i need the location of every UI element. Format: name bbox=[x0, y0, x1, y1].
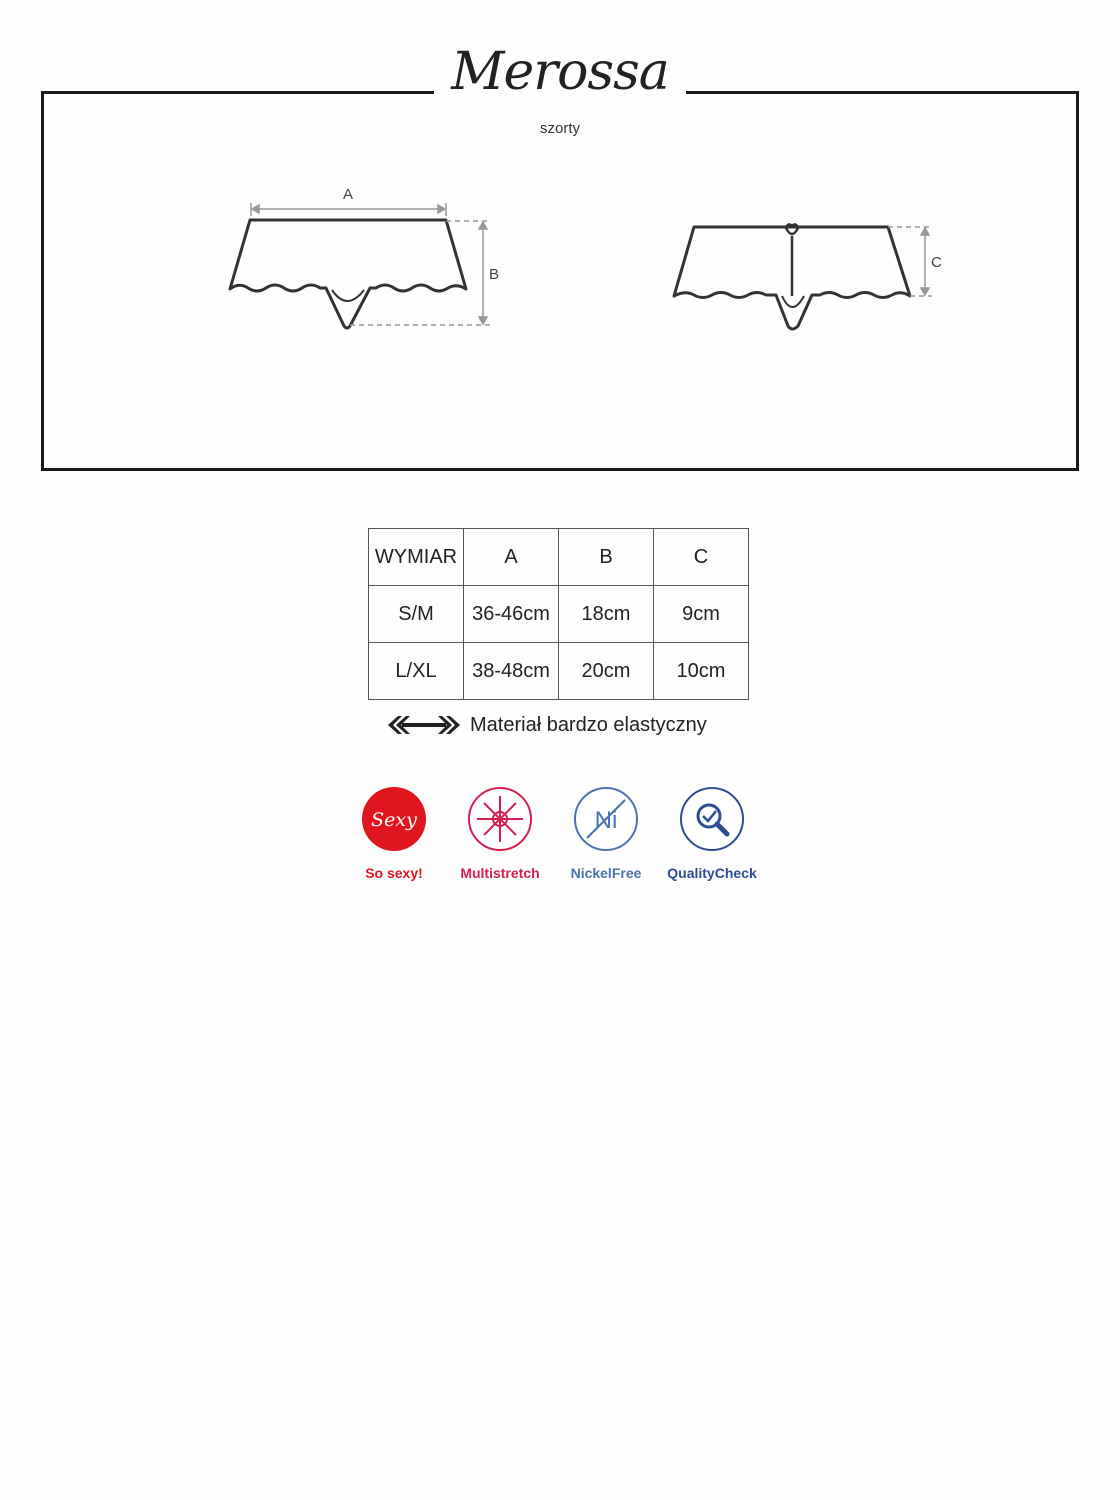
table-header-cell: A bbox=[464, 529, 559, 586]
brand-subtitle: szorty bbox=[539, 120, 580, 137]
sexy-icon bbox=[361, 786, 427, 852]
table-header-cell: B bbox=[559, 529, 654, 586]
table-cell: 36-46cm bbox=[464, 586, 559, 643]
table-cell: 10cm bbox=[654, 643, 749, 700]
sexy-icon-text: Sexy bbox=[371, 809, 417, 831]
table-cell: 9cm bbox=[654, 586, 749, 643]
nickel-icon-text: Ni bbox=[594, 807, 618, 834]
table-cell: 38-48cm bbox=[464, 643, 559, 700]
table-row bbox=[369, 586, 749, 643]
dimension-a-label: A bbox=[342, 186, 354, 203]
table-cell: L/XL bbox=[369, 643, 464, 700]
badge-quality-check bbox=[657, 786, 767, 881]
badge-label: Multistretch bbox=[460, 865, 540, 881]
table-row bbox=[369, 643, 749, 700]
dimension-c-label: C bbox=[931, 254, 942, 271]
dimension-c-line bbox=[888, 227, 932, 296]
measurement-diagram bbox=[0, 0, 1120, 480]
material-note bbox=[388, 710, 707, 740]
size-table bbox=[368, 528, 749, 700]
table-header-cell: WYMIAR bbox=[369, 529, 464, 586]
material-note-text: Materiał bardzo elastyczny bbox=[470, 713, 707, 736]
table-header-cell: C bbox=[654, 529, 749, 586]
table-header-row bbox=[369, 529, 749, 586]
dimension-b-line bbox=[350, 221, 490, 325]
stretch-arrows-icon bbox=[388, 715, 460, 735]
multistretch-icon bbox=[467, 786, 533, 852]
quality-check-icon bbox=[679, 786, 745, 852]
dimension-a-line bbox=[251, 203, 446, 216]
table-cell: S/M bbox=[369, 586, 464, 643]
shorts-back-drawing bbox=[674, 224, 910, 329]
table-cell: 20cm bbox=[559, 643, 654, 700]
badge-so-sexy bbox=[339, 786, 449, 881]
shorts-front-drawing bbox=[230, 220, 466, 328]
table-cell: 18cm bbox=[559, 586, 654, 643]
dimension-b-label: B bbox=[489, 266, 500, 283]
nickel-free-icon bbox=[573, 786, 639, 852]
badge-label: So sexy! bbox=[365, 865, 423, 881]
badge-multistretch bbox=[445, 786, 555, 881]
badge-label: QualityCheck bbox=[667, 865, 757, 881]
brand-logo: Merossa bbox=[451, 42, 669, 102]
badge-nickel-free bbox=[551, 786, 661, 881]
badge-label: NickelFree bbox=[570, 865, 642, 881]
